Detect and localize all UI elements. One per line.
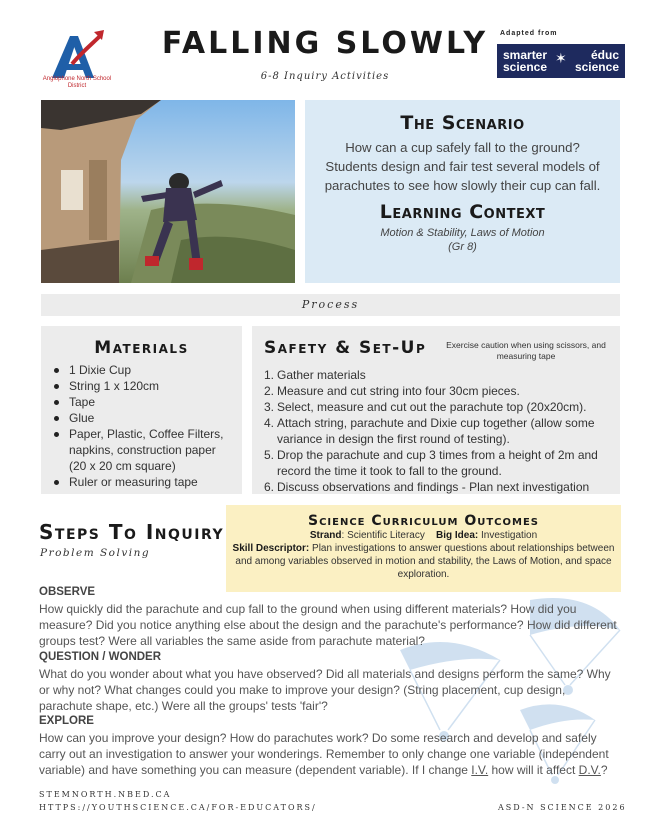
learning-context-title: Learning Context [379, 201, 546, 223]
step-text: Gather materials [277, 368, 366, 382]
observe-text: How quickly did the parachute and cup fall to the ground when using different materials? How did you measure? Did you notice anything else about the design and the parachute's performance? How did different groups test? Were all variables the same aside from parachute material? [39, 602, 617, 648]
steps-title: Steps To Inquiry [39, 520, 225, 544]
setup-steps [264, 367, 610, 495]
step-text: Drop the parachute and cup 3 times from a height of 2m and record the time it took to fall to the ground. [277, 448, 598, 478]
list-item: 4. Attach string, parachute and Dixie cup together (allow some variance in design the first round of testing). [264, 415, 610, 447]
explore-heading: EXPLORE [39, 715, 94, 727]
partner-logo-word: smarter [503, 48, 548, 62]
explore-text-part: ? [600, 763, 608, 777]
scenario-text: How can a cup safely fall to the ground? Students design and fair test several models of parachutes to see how slowly their cup can fall. [324, 140, 601, 193]
adapted-from-label: Adapted from [500, 30, 558, 37]
materials-title: Materials [94, 338, 189, 358]
skill-value: Plan investigations to answer questions about relationships between and among variables observed in motion and stability, the Laws of Motion, and space exploration. [235, 543, 615, 580]
star-icon: ✶ [555, 50, 567, 66]
curriculum-panel [226, 505, 621, 592]
safety-panel [252, 326, 620, 494]
list-item: Ruler or measuring tape [49, 474, 234, 490]
safety-title: Safety & Set-Up [264, 338, 427, 358]
footer-url[interactable]: HTTPS://YOUTHSCIENCE.CA/FOR-EDUCATORS/ [39, 803, 317, 812]
footer-credit: ASD-N SCIENCE 2026 [498, 803, 627, 812]
list-item: Glue [49, 410, 234, 426]
list-item: 1. Gather materials [264, 368, 366, 382]
step-text: Discuss observations and findings - Plan next investigation [277, 480, 590, 494]
footer-website[interactable]: STEMNORTH.NBED.CA [39, 790, 172, 799]
partner-logo-word: science [574, 60, 619, 74]
list-item: 3. Select, measure and cut out the parachute top (20x20cm). [264, 400, 587, 414]
partner-logo-word: éduc [590, 48, 619, 62]
big-idea-value: Investigation [481, 530, 538, 541]
step-text: Measure and cut string into four 30cm pieces. [277, 384, 520, 398]
learning-context-line: Motion & Stability, Laws of Motion [380, 227, 545, 239]
skydiver-photo [41, 100, 295, 283]
explore-text-part: how will it affect [488, 763, 579, 777]
scenario-title: The Scenario [400, 112, 525, 134]
list-item: 1 Dixie Cup [49, 362, 234, 378]
district-logo-caption: Anglophone North School District [42, 76, 112, 89]
list-item: Tape [49, 394, 234, 410]
materials-list [49, 362, 234, 490]
independent-variable-abbr: I.V. [471, 763, 489, 777]
page-title: FALLING SLOWLY [161, 26, 489, 61]
partner-logo-word: science [503, 60, 548, 74]
safety-caution: Exercise caution when using scissors, and measuring tape [446, 340, 606, 361]
list-item: Paper, Plastic, Coffee Filters, napkins, construction paper (20 x 20 cm square) [49, 426, 234, 474]
explore-text [39, 730, 619, 778]
partner-logo [497, 44, 625, 78]
step-text: Attach string, parachute and Dixie cup together (allow some variance in design the first round of testing). [277, 416, 595, 446]
strand-value: Scientific Literacy [347, 530, 425, 541]
explore-text-part: How can you improve your design? How do parachutes work? Do some research and develop and safely carry out an investigation to answer your wonderings. Remember to only change one variable (independent variable) and have something you can measure (dependent variable). If I change [39, 731, 609, 777]
curriculum-skill-line [226, 542, 621, 581]
list-item: String 1 x 120cm [49, 378, 234, 394]
process-bar: Process [41, 294, 620, 316]
strand-label: Strand [309, 530, 342, 541]
big-idea-label: Big Idea: [436, 530, 479, 541]
list-item: 6. Discuss observations and findings - Plan next investigation [264, 480, 590, 494]
learning-context-grade: (Gr 8) [448, 241, 477, 253]
page-subtitle: 6-8 Inquiry Activities [260, 71, 390, 82]
scenario-panel [305, 100, 620, 283]
steps-subtitle: Problem Solving [40, 547, 151, 559]
list-item: 5. Drop the parachute and cup 3 times from a height of 2m and record the time it took to fall to the ground. [264, 447, 610, 479]
step-text: Select, measure and cut out the parachute top (20x20cm). [277, 400, 587, 414]
learning-context-text [305, 226, 620, 254]
observe-heading: OBSERVE [39, 586, 96, 598]
curriculum-strand-line: Strand: Scientific Literacy Big Idea: Investigation [309, 530, 538, 541]
curriculum-title: Science Curriculum Outcomes [308, 513, 539, 529]
question-heading: QUESTION / WONDER [39, 651, 162, 663]
materials-panel [41, 326, 242, 494]
question-text: What do you wonder about what you have observed? Did all materials and designs perform the same? Why or why not? What changes could you make to improve your design? (String placement, cup design, parachute shape, etc.) Were all the groups' tests 'fair'? [39, 667, 611, 713]
list-item: 2. Measure and cut string into four 30cm pieces. [264, 384, 520, 398]
skill-label: Skill Descriptor: [232, 543, 310, 554]
dependent-variable-abbr: D.V. [578, 763, 601, 777]
